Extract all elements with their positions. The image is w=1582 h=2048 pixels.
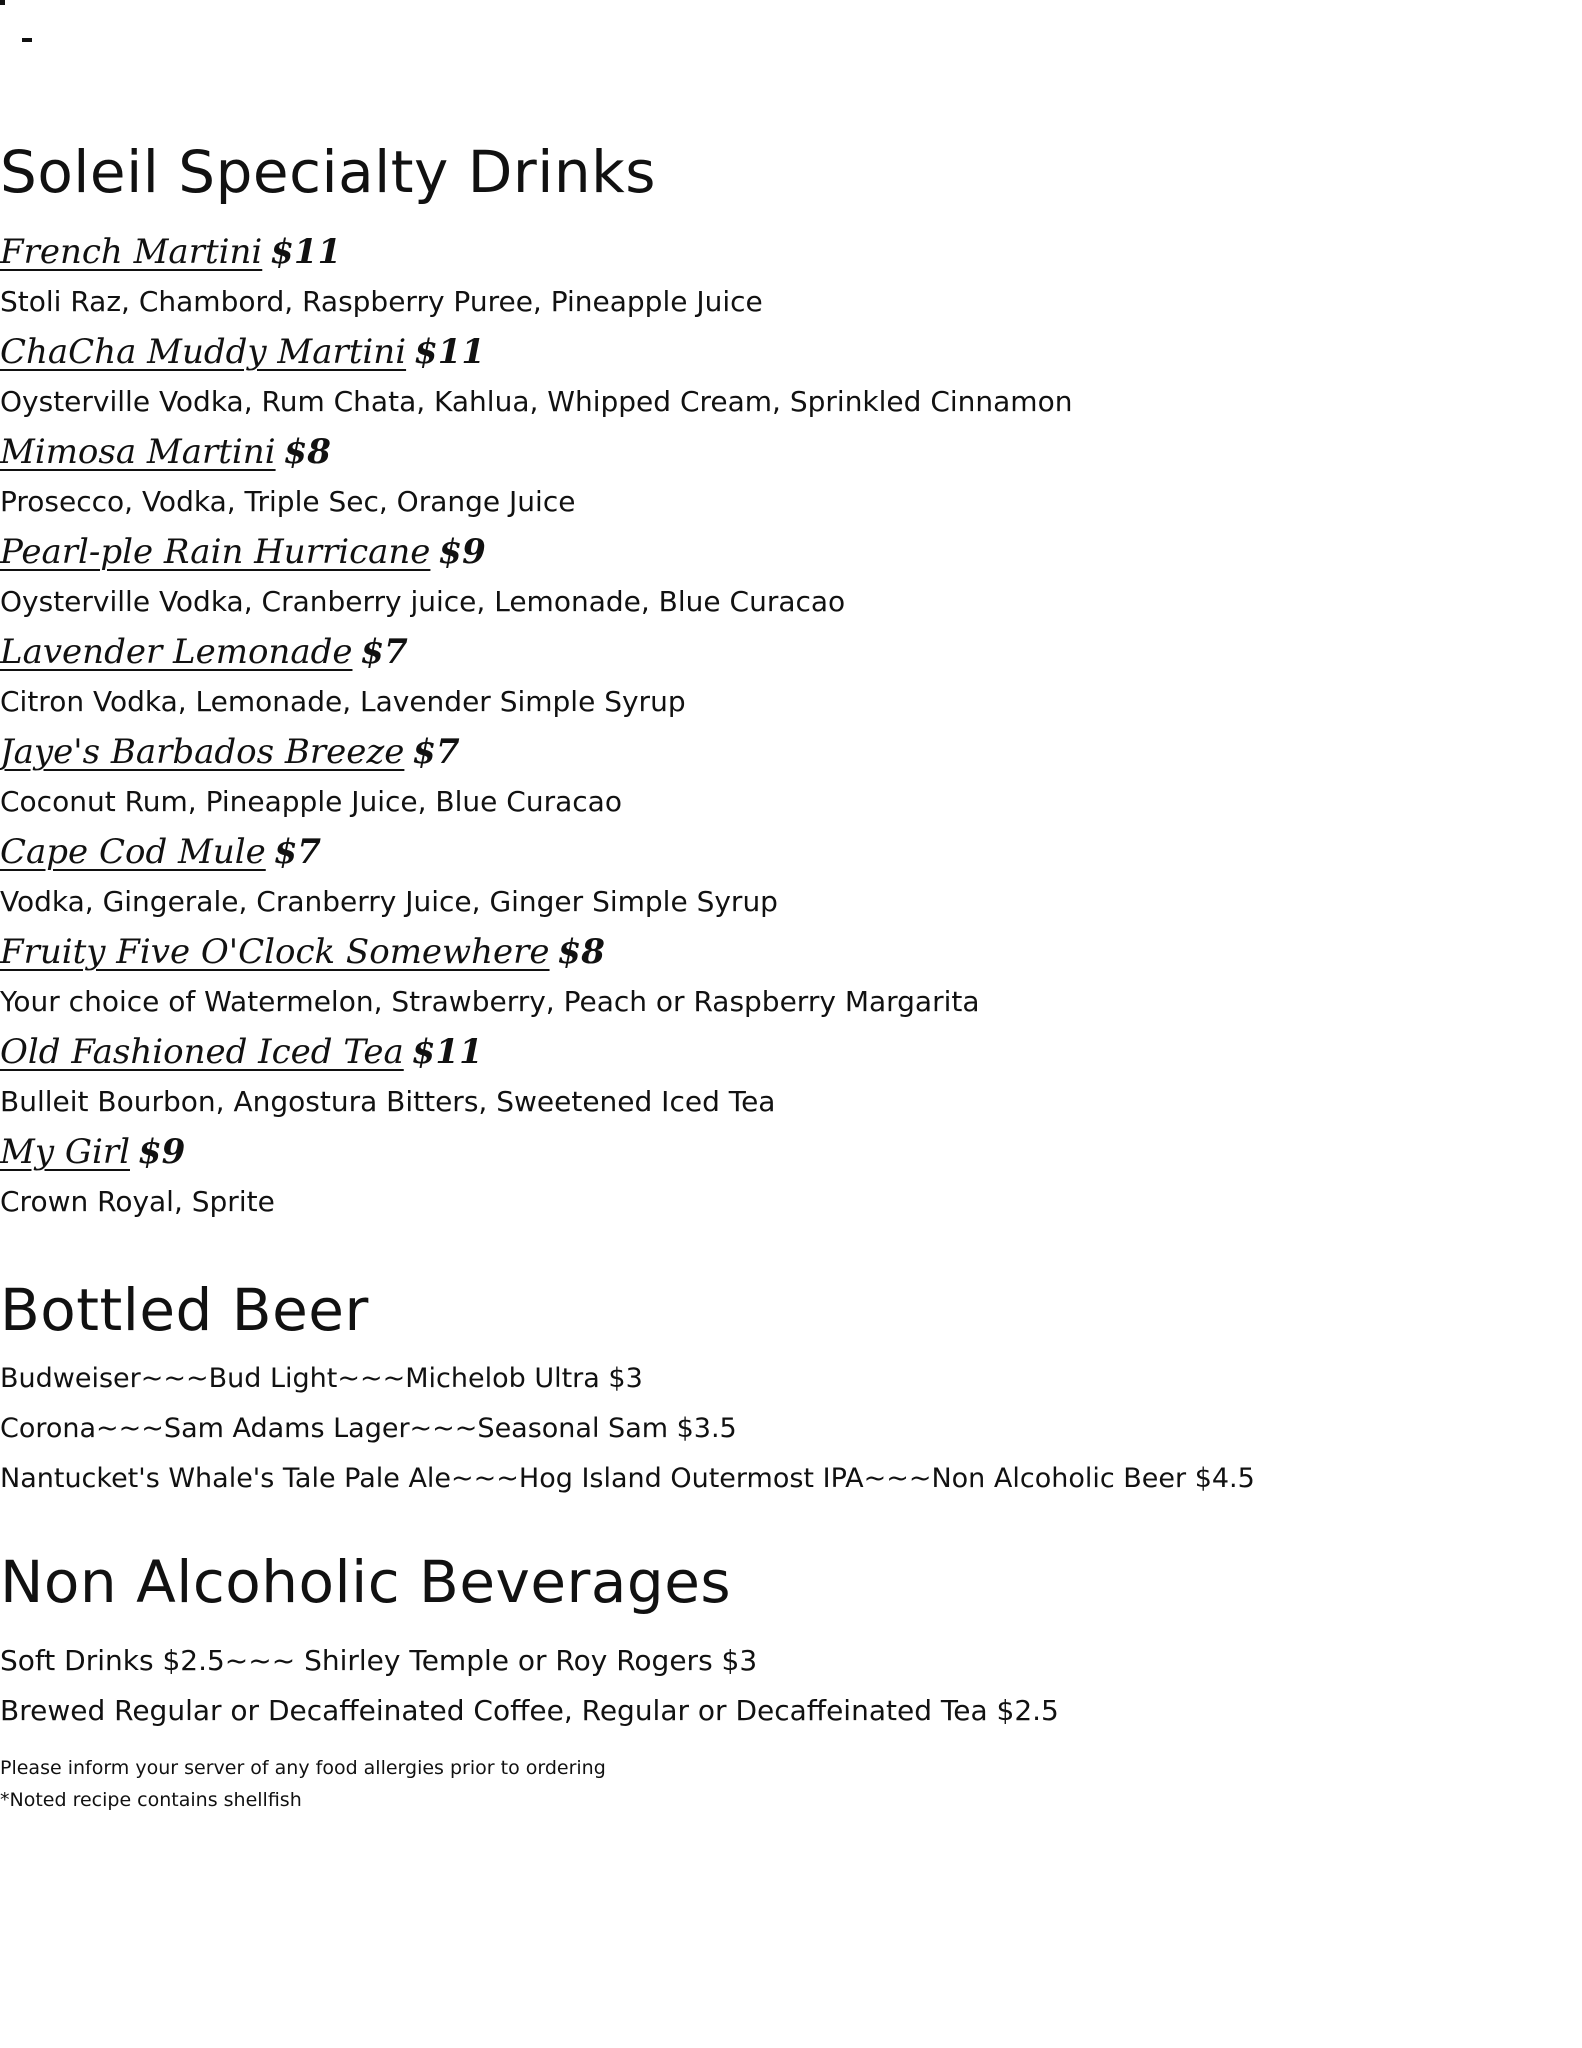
drink-name: Lavender Lemonade — [0, 632, 353, 672]
shellfish-note: *Noted recipe contains shellfish — [0, 1789, 302, 1811]
drink-name: ChaCha Muddy Martini — [0, 332, 407, 372]
drink-item — [0, 1128, 1582, 1228]
drink-item — [0, 828, 1582, 928]
bottled-beer-title: Bottled Beer — [0, 1276, 369, 1344]
drink-ingredients: Oysterville Vodka, Cranberry juice, Lemonade, Blue Curacao — [0, 585, 846, 618]
drink-ingredients: Oysterville Vodka, Rum Chata, Kahlua, Whipped Cream, Sprinkled Cinnamon — [0, 385, 1073, 418]
drink-heading — [0, 928, 1582, 976]
drink-item — [0, 428, 1582, 528]
drink-price: $11 — [414, 332, 486, 372]
drink-heading — [0, 628, 1582, 676]
drink-price: $9 — [138, 1132, 186, 1172]
drink-price: $11 — [411, 1032, 483, 1072]
drink-heading — [0, 728, 1582, 776]
allergy-note: Please inform your server of any food allergies prior to ordering — [0, 1757, 606, 1779]
drink-item — [0, 528, 1582, 628]
drink-ingredients: Crown Royal, Sprite — [0, 1185, 275, 1218]
drink-name: Mimosa Martini — [0, 432, 276, 472]
drink-ingredients: Coconut Rum, Pineapple Juice, Blue Curacao — [0, 785, 622, 818]
drink-name: Cape Cod Mule — [0, 832, 266, 872]
non-alcoholic-title: Non Alcoholic Beverages — [0, 1548, 732, 1616]
drink-item — [0, 328, 1582, 428]
scan-mark-dash — [22, 38, 32, 42]
beer-line: Budweiser~~~Bud Light~~~Michelob Ultra $3 — [0, 1363, 643, 1394]
drink-ingredients: Stoli Raz, Chambord, Raspberry Puree, Pineapple Juice — [0, 285, 763, 318]
specialty-drinks-title: Soleil Specialty Drinks — [0, 138, 656, 206]
drink-price: $7 — [273, 832, 322, 872]
drink-price: $7 — [360, 632, 408, 672]
specialty-drinks-list — [0, 228, 1582, 1228]
non-alcoholic-list — [0, 1636, 1582, 1736]
drink-heading — [0, 328, 1582, 376]
drink-price: $8 — [557, 932, 605, 972]
drink-heading — [0, 1128, 1582, 1176]
drink-price: $7 — [412, 732, 460, 772]
non-alcoholic-line: Soft Drinks $2.5~~~ Shirley Temple or Roy Rogers $3 — [0, 1644, 758, 1677]
drink-heading — [0, 1028, 1582, 1076]
bottled-beer-list — [0, 1354, 1582, 1504]
menu-notes — [0, 1752, 1582, 1816]
drink-price: $8 — [283, 432, 331, 472]
drink-item — [0, 1028, 1582, 1128]
drink-price: $9 — [438, 532, 486, 572]
drink-name: Old Fashioned Iced Tea — [0, 1032, 404, 1072]
drink-item — [0, 728, 1582, 828]
drink-name: My Girl — [0, 1132, 130, 1172]
drink-name: Jaye's Barbados Breeze — [0, 732, 405, 772]
drink-item — [0, 928, 1582, 1028]
drink-heading — [0, 828, 1582, 876]
drink-ingredients: Bulleit Bourbon, Angostura Bitters, Sweetened Iced Tea — [0, 1085, 776, 1118]
drink-name: Pearl-ple Rain Hurricane — [0, 532, 431, 572]
drink-ingredients: Vodka, Gingerale, Cranberry Juice, Ginger Simple Syrup — [0, 885, 778, 918]
drink-ingredients: Prosecco, Vodka, Triple Sec, Orange Juice — [0, 485, 576, 518]
non-alcoholic-line: Brewed Regular or Decaffeinated Coffee, Regular or Decaffeinated Tea $2.5 — [0, 1694, 1059, 1727]
drink-heading — [0, 228, 1582, 276]
beer-line: Nantucket's Whale's Tale Pale Ale~~~Hog Island Outermost IPA~~~Non Alcoholic Beer $4.5 — [0, 1463, 1255, 1494]
drink-ingredients: Your choice of Watermelon, Strawberry, Peach or Raspberry Margarita — [0, 985, 980, 1018]
drink-item — [0, 628, 1582, 728]
drink-item — [0, 228, 1582, 328]
drink-heading — [0, 428, 1582, 476]
drink-name: Fruity Five O'Clock Somewhere — [0, 932, 550, 972]
drink-name: French Martini — [0, 232, 263, 272]
drink-heading — [0, 528, 1582, 576]
drink-price: $11 — [270, 232, 342, 272]
scan-mark-corner — [0, 0, 5, 5]
beer-line: Corona~~~Sam Adams Lager~~~Seasonal Sam $3.5 — [0, 1413, 737, 1444]
drink-ingredients: Citron Vodka, Lemonade, Lavender Simple Syrup — [0, 685, 686, 718]
